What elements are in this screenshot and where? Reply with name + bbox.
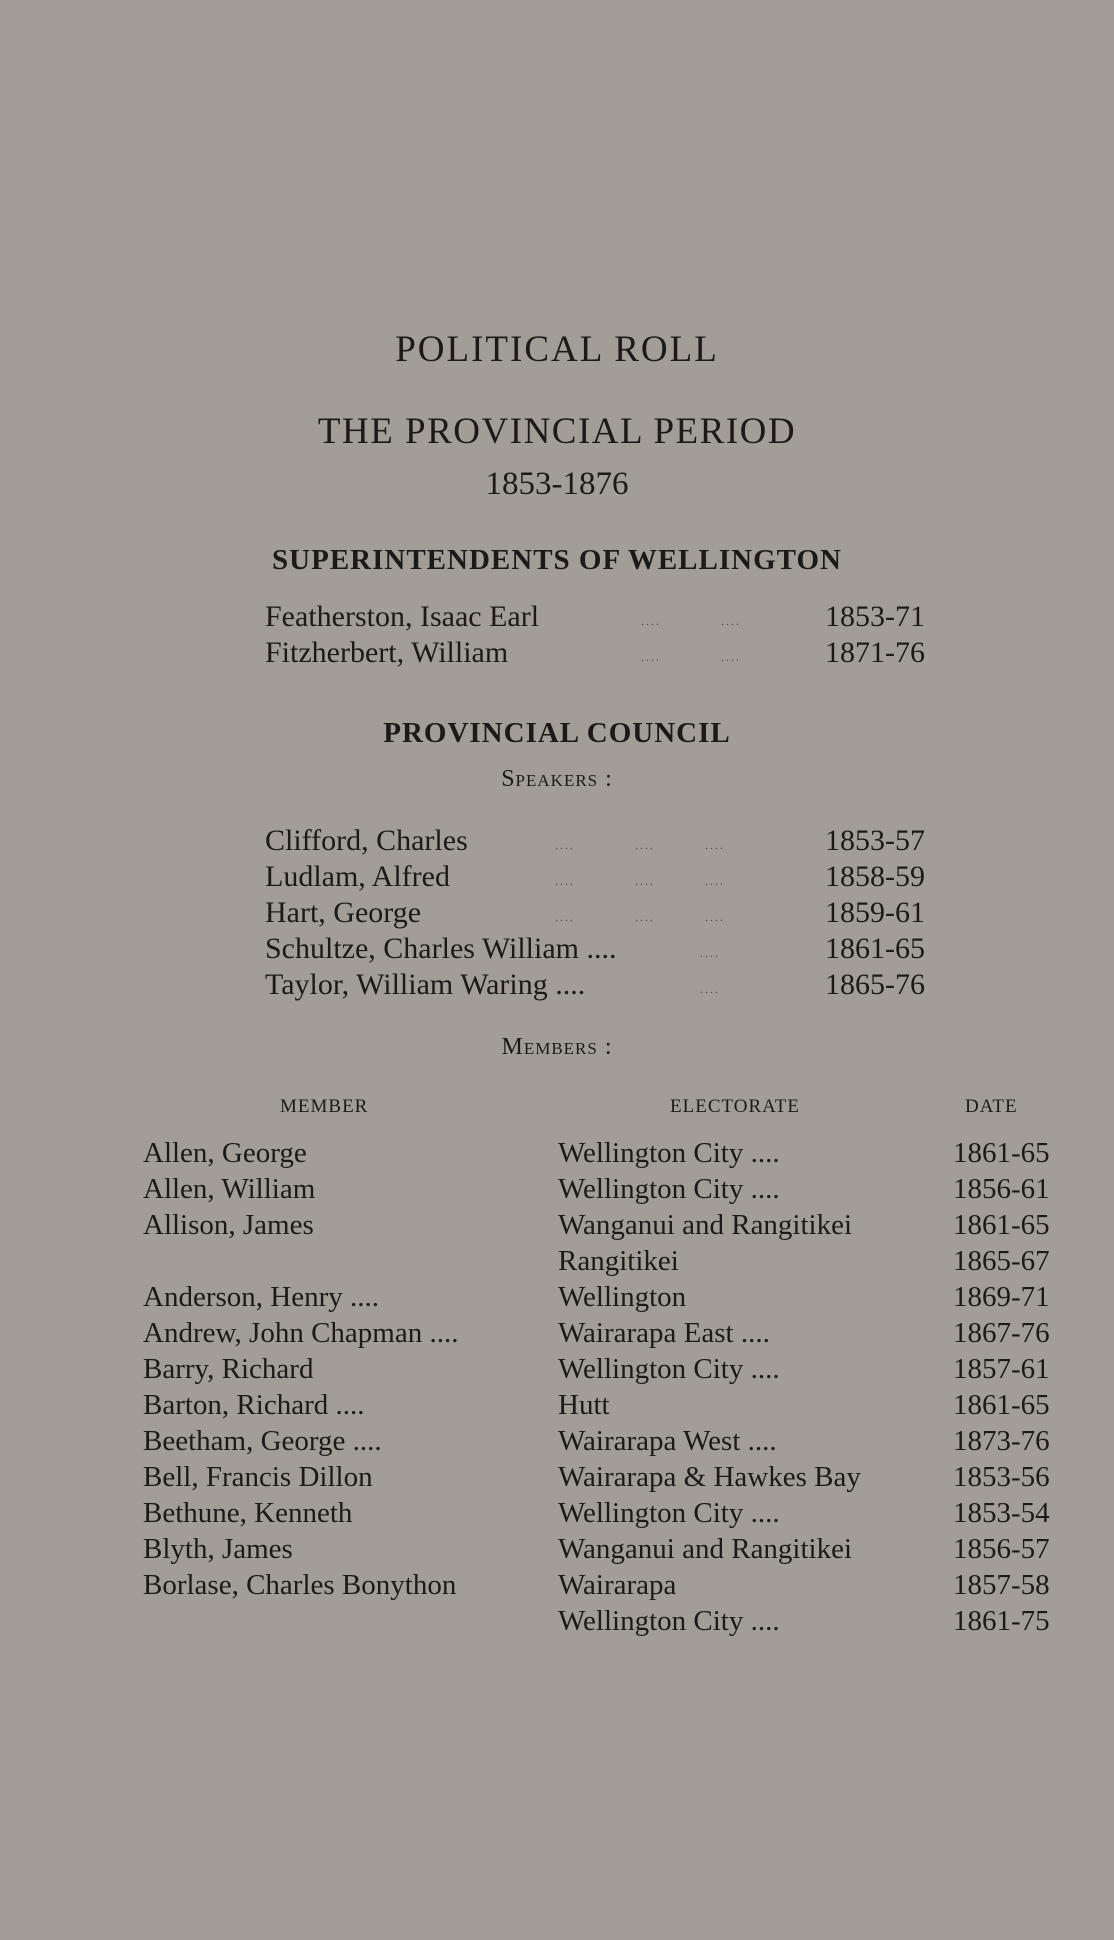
member-date: 1857-58 — [953, 1569, 1050, 1601]
speaker-date: 1861-65 — [825, 932, 925, 965]
speaker-name: Clifford, Charles — [265, 824, 468, 857]
leader-dots: .... .... — [641, 650, 741, 664]
member-name: Allen, William — [143, 1173, 316, 1205]
member-electorate: Hutt — [558, 1389, 610, 1421]
superintendent-name: Featherston, Isaac Earl — [265, 600, 540, 633]
member-electorate: Wairarapa West .... — [558, 1425, 777, 1457]
member-date: 1853-56 — [953, 1461, 1050, 1493]
speaker-date: 1853-57 — [825, 824, 925, 857]
member-electorate: Wellington City .... — [558, 1137, 780, 1169]
member-row — [0, 1245, 1114, 1280]
member-row — [0, 1461, 1114, 1496]
leader-dots: .... .... .... — [555, 910, 725, 924]
member-row — [0, 1605, 1114, 1640]
member-electorate: Wellington City .... — [558, 1173, 780, 1205]
superintendent-date: 1853-71 — [825, 600, 925, 633]
member-electorate: Wellington City .... — [558, 1353, 780, 1385]
member-date: 1856-61 — [953, 1173, 1050, 1205]
member-row — [0, 1137, 1114, 1172]
member-date: 1867-76 — [953, 1317, 1050, 1349]
member-row — [0, 1281, 1114, 1316]
member-row — [0, 1173, 1114, 1208]
column-header-member: MEMBER — [280, 1096, 369, 1117]
member-name: Bethune, Kenneth — [143, 1497, 353, 1529]
member-electorate: Wairarapa & Hawkes Bay — [558, 1461, 861, 1493]
member-name: Anderson, Henry .... — [143, 1281, 379, 1313]
member-electorate: Rangitikei — [558, 1245, 679, 1277]
speaker-name: Schultze, Charles William .... — [265, 932, 617, 965]
speaker-row — [265, 896, 925, 932]
column-header-electorate: ELECTORATE — [670, 1096, 800, 1117]
member-name: Borlase, Charles Bonython — [143, 1569, 457, 1601]
member-electorate: Wairarapa East .... — [558, 1317, 770, 1349]
member-name: Andrew, John Chapman .... — [143, 1317, 459, 1349]
member-row — [0, 1317, 1114, 1352]
superintendent-row — [265, 636, 925, 672]
speaker-date: 1865-76 — [825, 968, 925, 1001]
member-name: Blyth, James — [143, 1533, 293, 1565]
speaker-name: Ludlam, Alfred — [265, 860, 450, 893]
superintendent-name: Fitzherbert, William — [265, 636, 509, 669]
member-date: 1857-61 — [953, 1353, 1050, 1385]
member-row — [0, 1353, 1114, 1388]
speaker-row — [265, 824, 925, 860]
member-electorate: Wellington City .... — [558, 1605, 780, 1637]
speaker-name: Taylor, William Waring .... — [265, 968, 586, 1001]
member-name: Allison, James — [143, 1209, 314, 1241]
member-date: 1861-75 — [953, 1605, 1050, 1637]
member-name: Bell, Francis Dillon — [143, 1461, 373, 1493]
leader-dots: .... .... — [641, 614, 741, 628]
superintendent-date: 1871-76 — [825, 636, 925, 669]
period-heading: THE PROVINCIAL PERIOD — [317, 411, 797, 452]
member-row — [0, 1389, 1114, 1424]
member-name: Barry, Richard — [143, 1353, 314, 1385]
member-date: 1861-65 — [953, 1209, 1050, 1241]
member-row — [0, 1497, 1114, 1532]
member-date: 1861-65 — [953, 1137, 1050, 1169]
council-heading: PROVINCIAL COUNCIL — [383, 717, 731, 749]
superintendents-heading: SUPERINTENDENTS OF WELLINGTON — [272, 544, 842, 576]
speakers-label: Speakers : — [501, 766, 613, 792]
member-electorate: Wellington — [558, 1281, 687, 1313]
member-electorate: Wellington City .... — [558, 1497, 780, 1529]
member-date: 1853-54 — [953, 1497, 1050, 1529]
superintendent-row — [265, 600, 925, 636]
member-name: Barton, Richard .... — [143, 1389, 365, 1421]
column-header-date: DATE — [965, 1096, 1018, 1117]
member-electorate: Wanganui and Rangitikei — [558, 1533, 853, 1565]
member-row — [0, 1569, 1114, 1604]
member-date: 1856-57 — [953, 1533, 1050, 1565]
member-name: Beetham, George .... — [143, 1425, 382, 1457]
member-date: 1865-67 — [953, 1245, 1050, 1277]
speaker-date: 1859-61 — [825, 896, 925, 929]
member-date: 1861-65 — [953, 1389, 1050, 1421]
member-electorate: Wairarapa — [558, 1569, 677, 1601]
leader-dots: .... — [700, 982, 720, 996]
member-row — [0, 1533, 1114, 1568]
speaker-row — [265, 932, 925, 968]
member-date: 1873-76 — [953, 1425, 1050, 1457]
leader-dots: .... — [700, 946, 720, 960]
member-electorate: Wanganui and Rangitikei — [558, 1209, 853, 1241]
leader-dots: .... .... .... — [555, 838, 725, 852]
speaker-date: 1858-59 — [825, 860, 925, 893]
member-name: Allen, George — [143, 1137, 307, 1169]
period-years: 1853-1876 — [485, 466, 629, 502]
leader-dots: .... .... .... — [555, 874, 725, 888]
speaker-row — [265, 860, 925, 896]
members-label: Members : — [501, 1034, 613, 1060]
member-row — [0, 1209, 1114, 1244]
page-title: POLITICAL ROLL — [395, 329, 719, 370]
member-row — [0, 1425, 1114, 1460]
speaker-name: Hart, George — [265, 896, 422, 929]
member-date: 1869-71 — [953, 1281, 1050, 1313]
speaker-row — [265, 968, 925, 1004]
